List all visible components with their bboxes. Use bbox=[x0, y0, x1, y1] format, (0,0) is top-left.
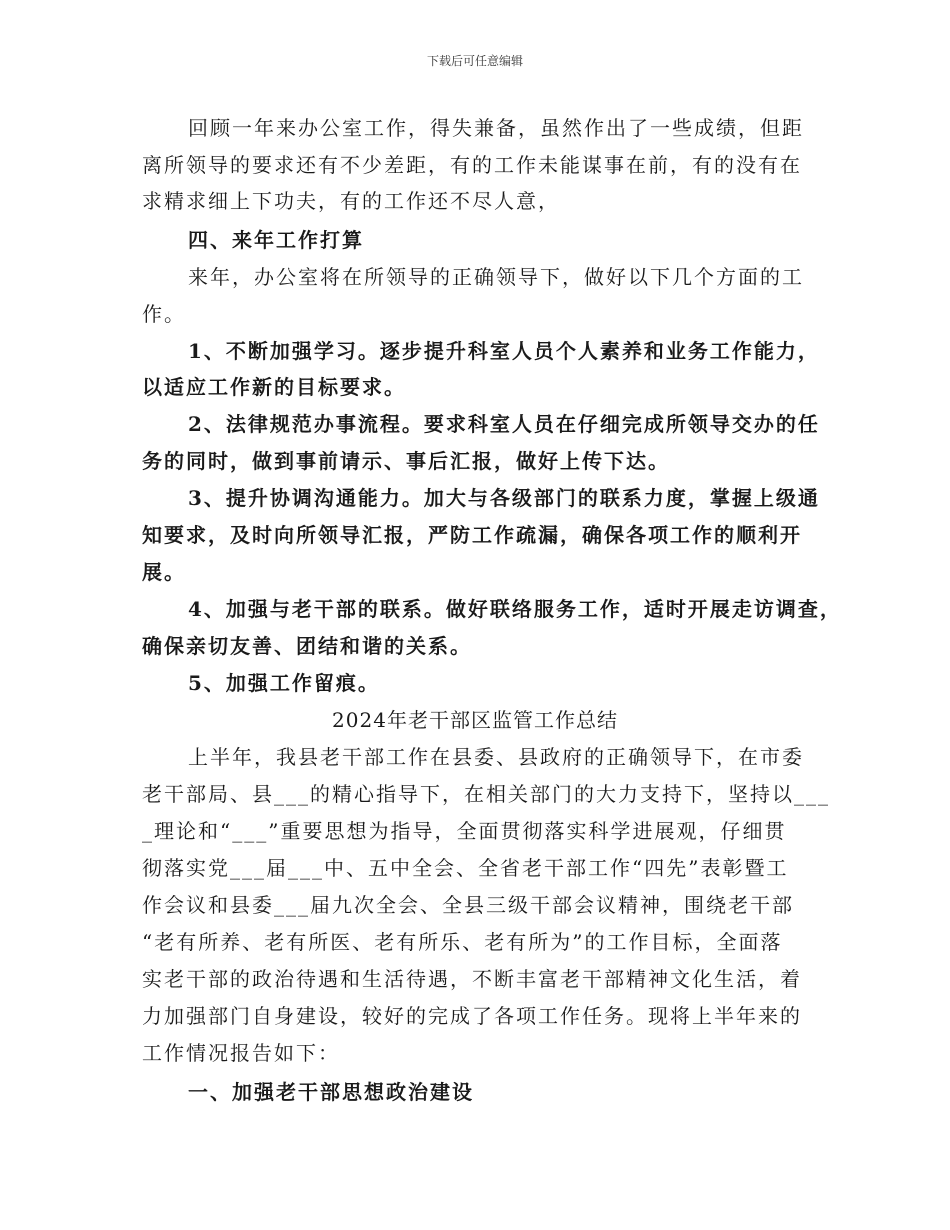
document-title: 2024年老干部区监管工作总结 bbox=[332, 708, 618, 732]
list-item: 1、不断加强学习。逐步提升科室人员个人素养和业务工作能力， bbox=[188, 339, 820, 363]
page-header: 下载后可任意编辑 bbox=[426, 54, 523, 68]
section-heading: 四、来年工作打算 bbox=[188, 228, 364, 252]
list-item: 确保亲切友善、团结和谐的关系。 bbox=[142, 634, 472, 658]
paragraph-line: 上半年，我县老干部工作在县委、县政府的正确领导下，在市委 bbox=[188, 745, 804, 769]
paragraph-line: 作。 bbox=[142, 302, 186, 326]
list-item: 展。 bbox=[142, 560, 186, 584]
paragraph-line: _理论和“___”重要思想为指导，全面贯彻落实科学进展观，仔细贯 bbox=[142, 819, 787, 843]
paragraph-line: 求精求细上下功夫，有的工作还不尽人意， bbox=[142, 189, 560, 213]
paragraph-line: 离所领导的要求还有不少差距，有的工作未能谋事在前，有的没有在 bbox=[142, 153, 802, 177]
section-heading: 一、加强老干部思想政治建设 bbox=[188, 1080, 474, 1104]
list-item: 4、加强与老干部的联系。做好联络服务工作，适时开展走访调查， bbox=[188, 597, 842, 621]
paragraph-line: 工作情况报告如下： bbox=[142, 1041, 340, 1065]
paragraph-line: 来年，办公室将在所领导的正确领导下，做好以下几个方面的工 bbox=[188, 265, 804, 289]
list-item: 3、提升协调沟通能力。加大与各级部门的联系力度，掌握上级通 bbox=[188, 486, 820, 510]
list-item: 5、加强工作留痕。 bbox=[188, 671, 380, 695]
paragraph-line: 回顾一年来办公室工作，得失兼备，虽然作出了一些成绩，但距 bbox=[188, 116, 804, 140]
list-item: 务的同时，做到事前请示、事后汇报，做好上传下达。 bbox=[142, 449, 670, 473]
paragraph-line: 作会议和县委___届九次全会、全县三级干部会议精神，围绕老干部 bbox=[142, 893, 794, 917]
paragraph-line: 老干部局、县___的精心指导下，在相关部门的大力支持下，坚持以___ bbox=[142, 782, 830, 806]
list-item: 2、法律规范办事流程。要求科室人员在仔细完成所领导交办的任 bbox=[188, 412, 820, 436]
list-item: 以适应工作新的目标要求。 bbox=[142, 375, 406, 399]
paragraph-line: “老有所养、老有所医、老有所乐、老有所为”的工作目标，全面落 bbox=[142, 930, 783, 954]
paragraph-line: 力加强部门自身建设，较好的完成了各项工作任务。现将上半年来的 bbox=[142, 1004, 802, 1028]
paragraph-line: 实老干部的政治待遇和生活待遇，不断丰富老干部精神文化生活，着 bbox=[142, 967, 802, 991]
list-item: 知要求，及时向所领导汇报，严防工作疏漏，确保各项工作的顺利开 bbox=[142, 523, 802, 547]
paragraph-line: 彻落实党___届___中、五中全会、全省老干部工作“四先”表彰暨工 bbox=[142, 856, 789, 880]
